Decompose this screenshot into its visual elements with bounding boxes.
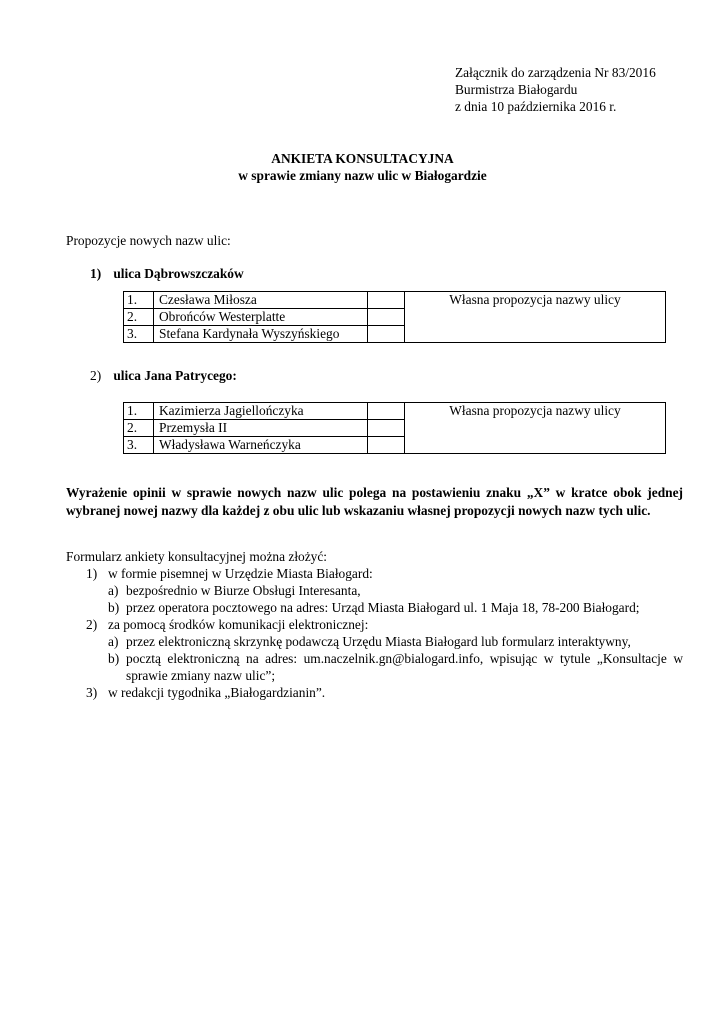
list-marker: b) bbox=[108, 600, 120, 615]
option-number: 2. bbox=[124, 309, 154, 326]
list-item bbox=[66, 684, 683, 701]
street-2-heading bbox=[90, 367, 237, 384]
option-name: Władysława Warneńczyka bbox=[154, 437, 368, 454]
street-1-heading bbox=[90, 265, 244, 282]
option-name: Kazimierza Jagiellończyka bbox=[154, 403, 368, 420]
option-checkbox[interactable] bbox=[368, 437, 405, 454]
option-number: 1. bbox=[124, 292, 154, 309]
header-line-1: Załącznik do zarządzenia Nr 83/2016 bbox=[455, 65, 656, 80]
list-item bbox=[66, 599, 683, 616]
option-number: 3. bbox=[124, 326, 154, 343]
attachment-header bbox=[455, 64, 705, 115]
instruction-text: Wyrażenie opinii w sprawie nowych nazw ulic polega na postawieniu znaku „X” w kratce obok jednej wybranej nowej nazwy dla każdej z obu ulic lub wskazaniu własnej propozycji nowych nazw tych ulic. bbox=[66, 485, 683, 518]
list-item-text: bezpośrednio w Biurze Obsługi Interesanta, bbox=[126, 583, 361, 598]
list-item bbox=[66, 582, 683, 599]
street-1-number: 1) bbox=[90, 266, 102, 281]
list-item-text: pocztą elektroniczną na adres: um.naczelnik.gn@bialogard.info, wpisując w tytule „Konsultacje w sprawie zmiany nazw ulic”; bbox=[126, 651, 683, 683]
own-proposal-label: Własna propozycja nazwy ulicy bbox=[449, 403, 621, 418]
table-row bbox=[124, 292, 666, 309]
list-item-text: w redakcji tygodnika „Białogardzianin”. bbox=[108, 685, 326, 700]
option-number: 3. bbox=[124, 437, 154, 454]
option-number: 1. bbox=[124, 403, 154, 420]
table-row bbox=[124, 403, 666, 420]
own-proposal-label: Własna propozycja nazwy ulicy bbox=[449, 292, 621, 307]
list-marker: 2) bbox=[86, 617, 98, 632]
street-2-name: ulica Jana Patrycego: bbox=[113, 368, 237, 383]
option-checkbox[interactable] bbox=[368, 292, 405, 309]
submission-intro: Formularz ankiety konsultacyjnej można złożyć: bbox=[66, 549, 328, 564]
header-line-2: Burmistrza Białogardu bbox=[455, 82, 578, 97]
street-1-name: ulica Dąbrowszczaków bbox=[113, 266, 244, 281]
list-item bbox=[66, 633, 683, 650]
option-name: Czesława Miłosza bbox=[154, 292, 368, 309]
list-item bbox=[66, 650, 683, 684]
list-item bbox=[66, 616, 683, 633]
list-marker: 1) bbox=[86, 566, 98, 581]
list-marker: a) bbox=[108, 583, 119, 598]
option-name: Stefana Kardynała Wyszyńskiego bbox=[154, 326, 368, 343]
own-proposal-field[interactable] bbox=[405, 292, 666, 343]
submission-methods-list bbox=[66, 565, 683, 701]
list-marker: 3) bbox=[86, 685, 98, 700]
list-item-text: za pomocą środków komunikacji elektronicznej: bbox=[108, 617, 369, 632]
list-marker: a) bbox=[108, 634, 119, 649]
list-item bbox=[66, 565, 683, 582]
option-name: Przemysła II bbox=[154, 420, 368, 437]
document-title bbox=[0, 150, 725, 184]
list-item-text: w formie pisemnej w Urzędzie Miasta Białogard: bbox=[108, 566, 373, 581]
own-proposal-field[interactable] bbox=[405, 403, 666, 454]
list-item-text: przez operatora pocztowego na adres: Urząd Miasta Białogard ul. 1 Maja 18, 78-200 Białogard; bbox=[126, 600, 640, 615]
street-2-number: 2) bbox=[90, 368, 102, 383]
option-checkbox[interactable] bbox=[368, 326, 405, 343]
option-number: 2. bbox=[124, 420, 154, 437]
list-item-text: przez elektroniczną skrzynkę podawczą Urzędu Miasta Białogard lub formularz interaktywny, bbox=[126, 634, 631, 649]
title-line-2: w sprawie zmiany nazw ulic w Białogardzie bbox=[238, 168, 487, 183]
intro-text: Propozycje nowych nazw ulic: bbox=[66, 233, 231, 248]
option-checkbox[interactable] bbox=[368, 420, 405, 437]
option-name: Obrońców Westerplatte bbox=[154, 309, 368, 326]
header-line-3: z dnia 10 października 2016 r. bbox=[455, 99, 617, 114]
option-checkbox[interactable] bbox=[368, 403, 405, 420]
title-line-1: ANKIETA KONSULTACYJNA bbox=[271, 151, 454, 166]
street-1-options-table bbox=[123, 291, 666, 343]
list-marker: b) bbox=[108, 651, 120, 666]
instruction-paragraph bbox=[66, 484, 683, 520]
option-checkbox[interactable] bbox=[368, 309, 405, 326]
street-2-options-table bbox=[123, 402, 666, 454]
